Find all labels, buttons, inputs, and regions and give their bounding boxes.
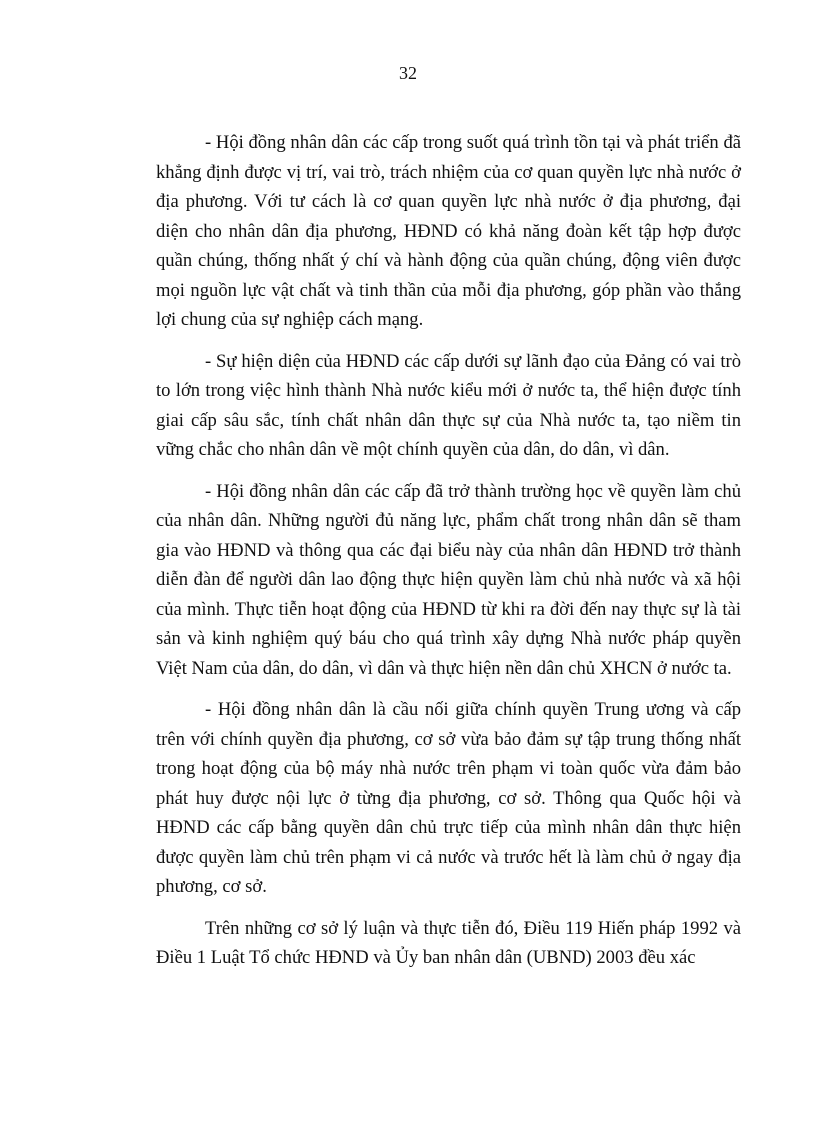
paragraph-party-leadership: - Sự hiện diện của HĐND các cấp dưới sự lãnh đạo của Đảng có vai trò to lớn trong việc hình thành Nhà nước kiểu mới ở nước ta, thể hiện được tính giai cấp sâu sắc, tính chất nhân dân thực sự của Nhà nước ta, tạo niềm tin vững chắc cho nhân dân về một chính quyền của dân, do dân, vì dân. <box>156 350 741 460</box>
page-number: 32 <box>399 63 417 83</box>
paragraph-role-of-council: - Hội đồng nhân dân các cấp trong suốt quá trình tồn tại và phát triển đã khẳng định được vị trí, vai trò, trách nhiệm của cơ quan quyền lực nhà nước ở địa phương. Với tư cách là cơ quan quyền lực nhà nước ở địa phương, đại diện cho nhân dân địa phương, HĐND có khả năng đoàn kết tập hợp được quần chúng, thống nhất ý chí và hành động của quần chúng, động viên được mọi nguồn lực vật chất và tinh thần của mỗi địa phương, góp phần vào thắng lợi chung của sự nghiệp cách mạng. <box>156 132 741 330</box>
body-text <box>156 128 741 985</box>
paragraph-constitution-reference: Trên những cơ sở lý luận và thực tiễn đó, Điều 119 Hiến pháp 1992 và Điều 1 Luật Tổ chức HĐND và Ủy ban nhân dân (UBND) 2003 đều xác <box>156 917 741 968</box>
paragraph-bridge-central-local: - Hội đồng nhân dân là cầu nối giữa chính quyền Trung ương và cấp trên với chính quyền địa phương, cơ sở vừa bảo đảm sự tập trung thống nhất trong hoạt động của bộ máy nhà nước trên phạm vi toàn quốc vừa đảm bảo phát huy được nội lực ở từng địa phương, cơ sở. Thông qua Quốc hội và HĐND các cấp bằng quyền dân chủ trực tiếp của mình nhân dân thực hiện được quyền làm chủ trên phạm vi cả nước và trước hết là làm chủ ở ngay địa phương, cơ sở. <box>156 699 741 897</box>
paragraph-school-of-mastery: - Hội đồng nhân dân các cấp đã trở thành trường học về quyền làm chủ của nhân dân. Những người đủ năng lực, phẩm chất trong nhân dân sẽ tham gia vào HĐND và thông qua các đại biểu này của nhân dân HĐND trở thành diễn đàn để người dân lao động thực hiện quyền làm chủ nhà nước và xã hội của mình. Thực tiễn hoạt động của HĐND từ khi ra đời đến nay thực sự là tài sản và kinh nghiệm quý báu cho quá trình xây dựng Nhà nước pháp quyền Việt Nam của dân, do dân, vì dân và thực hiện nền dân chủ XHCN ở nước ta. <box>156 480 741 679</box>
